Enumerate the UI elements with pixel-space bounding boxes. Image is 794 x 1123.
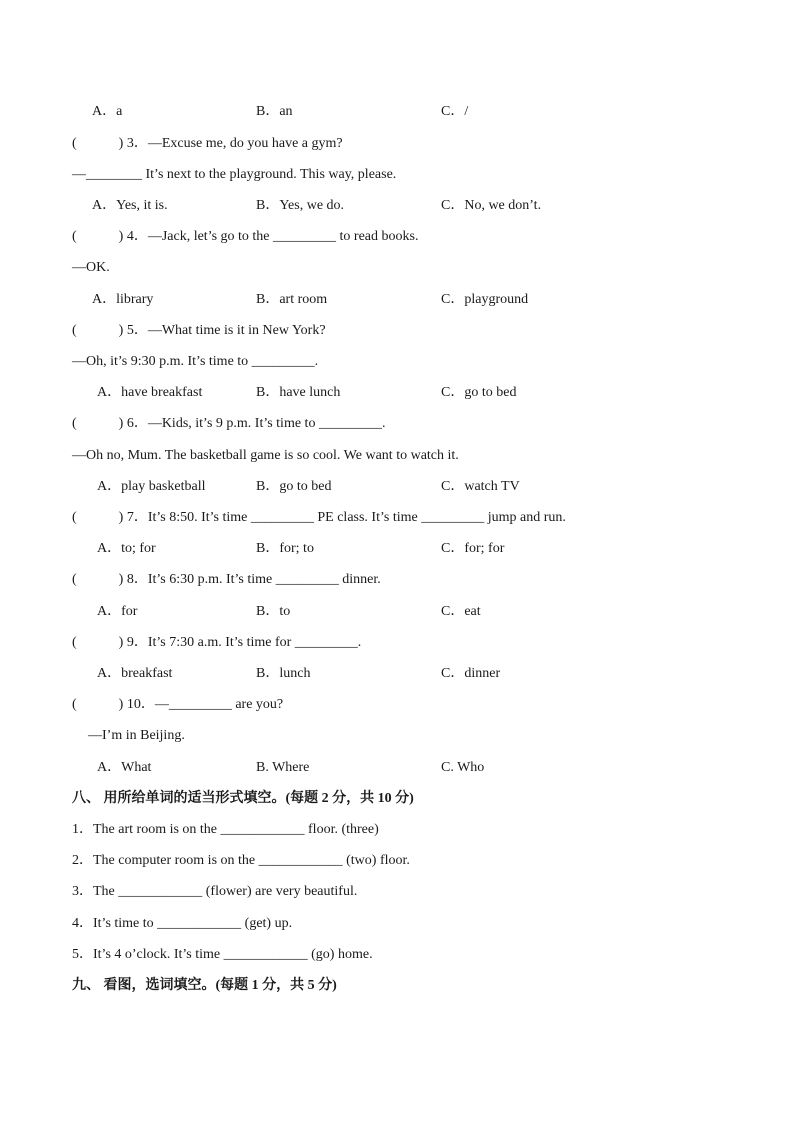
q4-option-b: B．art room (256, 292, 328, 307)
q7-stem: ( ) 7．It’s 8:50. It’s time _________ PE class. It’s time _________ jump and run. (72, 510, 566, 525)
q7-option-c: C．for; for (441, 541, 505, 556)
section-8-item-2: 2．The computer room is on the ____________ (two) floor. (72, 853, 410, 868)
section-8-item-1: 1．The art room is on the ____________ floor. (three) (72, 822, 379, 837)
q6-option-b: B．go to bed (256, 479, 332, 494)
q5-reply: —Oh, it’s 9:30 p.m. It’s time to _________. (72, 354, 319, 369)
q4-stem: ( ) 4．—Jack, let’s go to the _________ to read books. (72, 229, 419, 244)
q3-reply: —________ It’s next to the playground. This way, please. (72, 167, 397, 182)
q6-stem: ( ) 6．—Kids, it’s 9 p.m. It’s time to _________. (72, 416, 386, 431)
q4-option-a: A．library (92, 292, 154, 307)
q2-option-c: C．/ (441, 104, 469, 119)
q6-option-a: A．play basketball (97, 479, 206, 494)
q3-option-a: A．Yes, it is. (92, 198, 168, 213)
q8-option-c: C．eat (441, 604, 481, 619)
q9-option-c: C．dinner (441, 666, 501, 681)
q7-option-b: B．for; to (256, 541, 314, 556)
section-8-item-5: 5．It’s 4 o’clock. It’s time ____________ (go) home. (72, 947, 373, 962)
q2-option-b: B．an (256, 104, 293, 119)
q5-option-a: A．have breakfast (97, 385, 203, 400)
section-8-item-3: 3．The ____________ (flower) are very beautiful. (72, 884, 358, 899)
q8-option-a: A．for (97, 604, 138, 619)
q9-stem: ( ) 9．It’s 7:30 a.m. It’s time for _________. (72, 635, 362, 650)
section-8-item-4: 4．It’s time to ____________ (get) up. (72, 916, 293, 931)
q5-option-b: B．have lunch (256, 385, 341, 400)
q5-option-c: C．go to bed (441, 385, 517, 400)
q10-reply: —I’m in Beijing. (88, 728, 185, 743)
q3-stem: ( ) 3．—Excuse me, do you have a gym? (72, 136, 343, 151)
q7-option-a: A．to; for (97, 541, 156, 556)
section-8-heading: 八、 用所给单词的适当形式填空。(每题 2 分，共 10 分) (72, 791, 414, 806)
q9-option-b: B．lunch (256, 666, 311, 681)
q10-option-c: C. Who (441, 760, 485, 775)
q10-stem: ( ) 10．—_________ are you? (72, 697, 284, 712)
q10-option-b: B. Where (256, 760, 310, 775)
q6-reply: —Oh no, Mum. The basketball game is so cool. We want to watch it. (72, 448, 459, 463)
q2-option-a: A．a (92, 104, 123, 119)
q5-stem: ( ) 5．—What time is it in New York? (72, 323, 326, 338)
q8-stem: ( ) 8．It’s 6:30 p.m. It’s time _________ dinner. (72, 572, 381, 587)
q10-option-a: A．What (97, 760, 152, 775)
q6-option-c: C．watch TV (441, 479, 520, 494)
q4-option-c: C．playground (441, 292, 529, 307)
q9-option-a: A．breakfast (97, 666, 173, 681)
q3-option-c: C．No, we don’t. (441, 198, 542, 213)
q3-option-b: B．Yes, we do. (256, 198, 345, 213)
q4-reply: —OK. (72, 260, 110, 275)
section-9-heading: 九、 看图，选词填空。(每题 1 分，共 5 分) (72, 978, 337, 993)
q8-option-b: B．to (256, 604, 291, 619)
